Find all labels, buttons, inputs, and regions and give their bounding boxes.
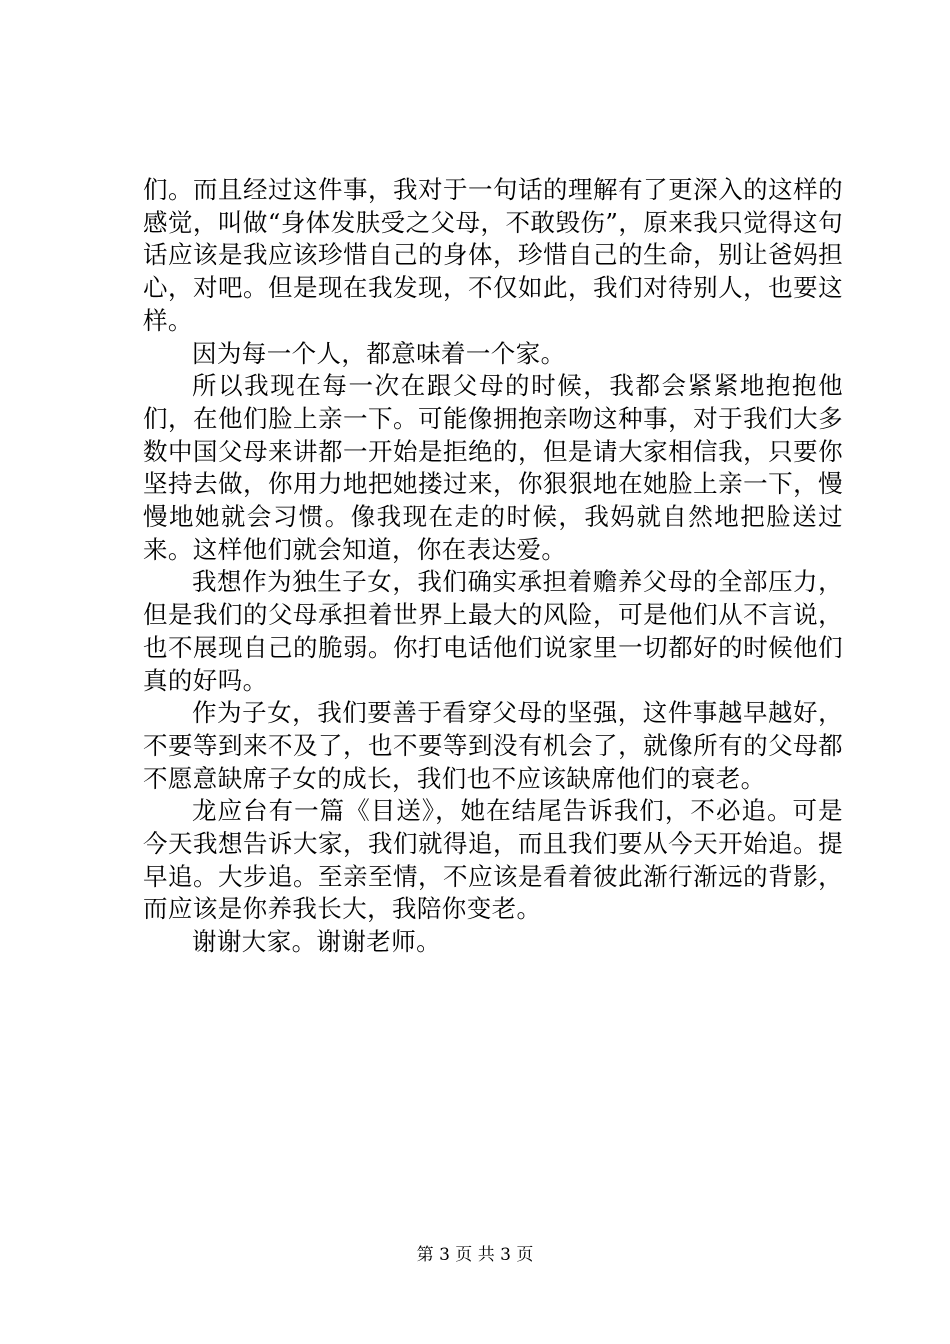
- paragraph: 所以我现在每一次在跟父母的时候，我都会紧紧地抱抱他们，在他们脸上亲一下。可能像拥抱亲吻这种事，对于我们大多数中国父母来讲都一开始是拒绝的，但是请大家相信我，只要你坚持去做，你用力地把她搂过来，你狠狠地在她脸上亲一下，慢慢地她就会习惯。像我现在走的时候，我妈就自然地把脸送过来。这样他们就会知道，你在表达爱。: [143, 371, 843, 564]
- paragraph-closing: 谢谢大家。谢谢老师。: [192, 927, 441, 957]
- paragraph: 龙应台有一篇《目送》，她在结尾告诉我们，不必追。可是今天我想告诉大家，我们就得追，而且我们要从今天开始追。提早追。大步追。至亲至情，不应该是看着彼此渐行渐远的背影，而应该是你养我长大，我陪你变老。: [143, 796, 843, 924]
- page-footer: [0, 1243, 950, 1267]
- paragraph: 作为子女，我们要善于看穿父母的坚强，这件事越早越好，不要等到来不及了，也不要等到没有机会了，就像所有的父母都不愿意缺席子女的成长，我们也不应该缺席他们的衰老。: [143, 698, 843, 793]
- document-body: [143, 174, 843, 959]
- paragraph: 因为每一个人，都意味着一个家。: [192, 338, 566, 368]
- paragraph: 我想作为独生子女，我们确实承担着赡养父母的全部压力，但是我们的父母承担着世界上最大的风险，可是他们从不言说，也不展现自己的脆弱。你打电话他们说家里一切都好的时候他们真的好吗。: [143, 567, 843, 695]
- page-number: 第 3 页 共 3 页: [416, 1245, 534, 1265]
- paragraph-continuation: 们。而且经过这件事，我对于一句话的理解有了更深入的这样的感觉，叫做“身体发肤受之父母，不敢毁伤”，原来我只觉得这句话应该是我应该珍惜自己的身体，珍惜自己的生命，别让爸妈担心，对吧。但是现在我发现，不仅如此，我们对待别人，也要这样。: [143, 175, 843, 335]
